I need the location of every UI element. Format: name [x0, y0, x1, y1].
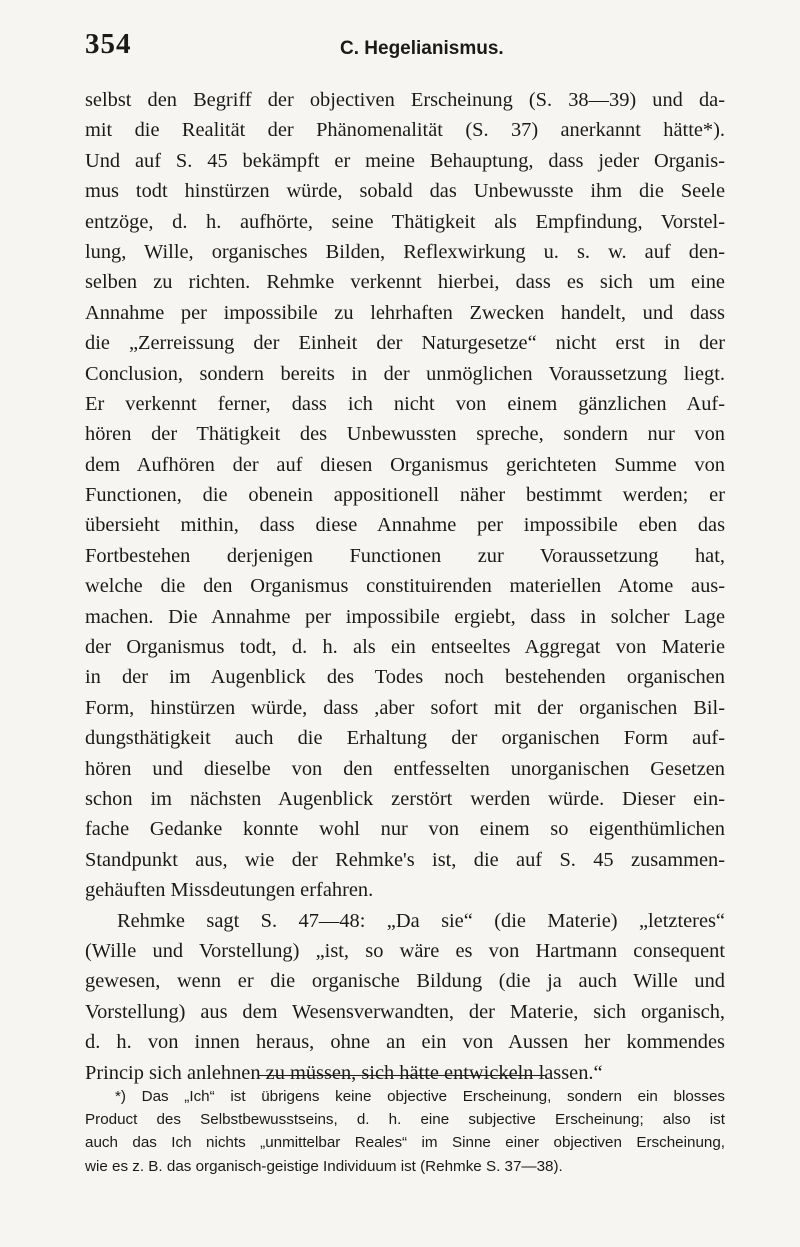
- footnote-line: Product des Selbstbewusstseins, d. h. eine subjective Erscheinung; also ist: [85, 1111, 725, 1129]
- text-line: schon im nächsten Augenblick zerstört werden würde. Dieser ein-: [85, 787, 725, 810]
- footnote-line: wie es z. B. das organisch-geistige Individuum ist (Rehmke S. 37—38).: [85, 1157, 563, 1175]
- text-line: lung, Wille, organisches Bilden, Reflexwirkung u. s. w. auf den-: [85, 240, 725, 263]
- text-line: hören der Thätigkeit des Unbewussten spreche, sondern nur von: [85, 423, 725, 446]
- footnote: [85, 1085, 725, 1178]
- text-line: Vorstellung) aus dem Wesensverwandten, der Materie, sich organisch,: [85, 1000, 725, 1023]
- text-line: gehäuften Missdeutungen erfahren.: [85, 879, 374, 902]
- text-line: welche die den Organismus constituirenden materiellen Atome aus-: [85, 575, 725, 598]
- text-line: übersieht mithin, dass diese Annahme per impossibile eben das: [85, 514, 725, 537]
- text-line: in der im Augenblick des Todes noch bestehenden organischen: [85, 666, 725, 689]
- page-number: 354: [85, 28, 132, 60]
- text-line: machen. Die Annahme per impossibile ergiebt, dass in solcher Lage: [85, 605, 725, 628]
- text-line: Conclusion, sondern bereits in der unmöglichen Voraussetzung liegt.: [85, 362, 725, 385]
- text-line: Fortbestehen derjenigen Functionen zur Voraussetzung hat,: [85, 544, 725, 567]
- footnote-divider: [258, 1075, 546, 1076]
- text-line: mit die Realität der Phänomenalität (S. 37) anerkannt hätte*).: [85, 119, 725, 142]
- text-line: Form, hinstürzen würde, dass ,aber sofort mit der organischen Bil-: [85, 696, 725, 719]
- text-line: Rehmke sagt S. 47—48: „Da sie“ (die Materie) „letzteres“: [117, 909, 725, 932]
- text-line: Princip sich anlehnen zu müssen, sich hätte entwickeln lassen.“: [85, 1061, 603, 1084]
- text-line: der Organismus todt, d. h. als ein entseeltes Aggregat von Materie: [85, 636, 725, 659]
- main-text: [85, 85, 725, 1088]
- running-head: C. Hegelianismus.: [340, 38, 504, 59]
- text-line: Und auf S. 45 bekämpft er meine Behauptung, dass jeder Organis-: [85, 149, 725, 172]
- text-line: Functionen, die obenein appositionell näher bestimmt werden; er: [85, 484, 725, 507]
- text-line: Annahme per impossibile zu lehrhaften Zwecken handelt, und dass: [85, 301, 725, 324]
- footnote-line: *) Das „Ich“ ist übrigens keine objective Erscheinung, sondern ein blosses: [115, 1088, 725, 1105]
- text-line: mus todt hinstürzen würde, sobald das Unbewusste ihm die Seele: [85, 180, 725, 203]
- text-line: Standpunkt aus, wie der Rehmke's ist, die auf S. 45 zusammen-: [85, 848, 725, 871]
- text-line: hören und dieselbe von den entfesselten unorganischen Gesetzen: [85, 757, 725, 780]
- text-line: gewesen, wenn er die organische Bildung (die ja auch Wille und: [85, 970, 725, 993]
- text-line: entzöge, d. h. aufhörte, seine Thätigkeit als Empfindung, Vorstel-: [85, 210, 725, 233]
- text-line: selbst den Begriff der objectiven Erscheinung (S. 38—39) und da-: [85, 89, 725, 111]
- footnote-line: auch das Ich nichts „unmittelbar Reales“ im Sinne einer objectiven Erscheinung,: [85, 1134, 725, 1152]
- text-line: die „Zerreissung der Einheit der Naturgesetze“ nicht erst in der: [85, 332, 725, 355]
- text-line: d. h. von innen heraus, ohne an ein von Aussen her kommendes: [85, 1031, 725, 1054]
- page-header: [85, 28, 725, 64]
- text-line: fache Gedanke konnte wohl nur von einem so eigenthümlichen: [85, 818, 725, 841]
- text-line: (Wille und Vorstellung) „ist, so wäre es von Hartmann consequent: [85, 939, 725, 962]
- text-line: dungsthätigkeit auch die Erhaltung der organischen Form auf-: [85, 727, 725, 750]
- text-line: Er verkennt ferner, dass ich nicht von einem gänzlichen Auf-: [85, 392, 725, 415]
- text-line: dem Aufhören der auf diesen Organismus gerichteten Summe von: [85, 453, 725, 476]
- text-line: selben zu richten. Rehmke verkennt hierbei, dass es sich um eine: [85, 271, 725, 294]
